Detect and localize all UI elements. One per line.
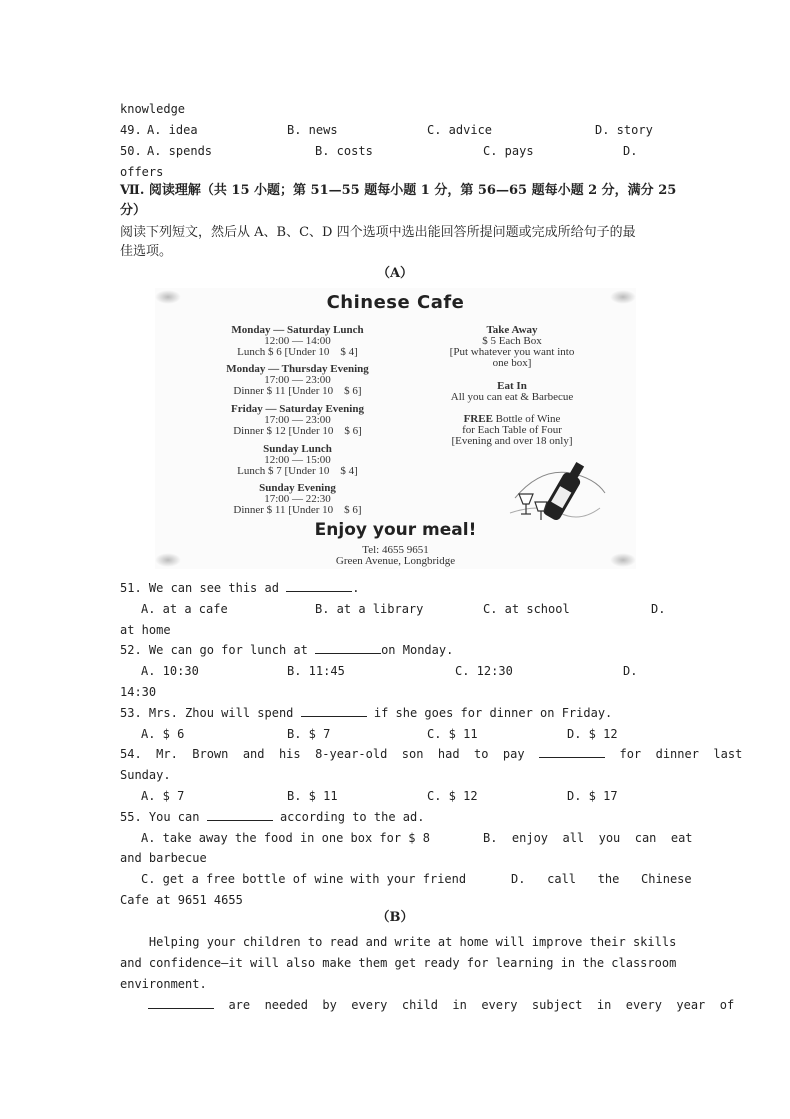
q51-option-c: C. at school — [483, 602, 570, 616]
passage-b-line-3: environment. — [120, 977, 207, 991]
ad-address: Green Avenue, Longbridge — [335, 555, 456, 567]
chinese-cafe-ad — [155, 288, 636, 569]
passage-b-line-4 — [148, 997, 734, 1013]
q50-option-d-text: offers — [120, 165, 164, 179]
q49-option-b: B. news — [287, 123, 338, 137]
q50-option-b: B. costs — [315, 144, 373, 158]
q55-stem — [120, 809, 424, 825]
q51-option-d: D. — [651, 602, 666, 616]
q52-option-c: C. 12:30 — [455, 664, 513, 678]
q50-number: 50. — [120, 144, 142, 158]
q51-option-d-text: at home — [120, 623, 171, 637]
q55-option-a: A. take away the food in one box for $ 8 — [141, 831, 430, 845]
ad-menu-4-price: Lunch $ 7 [Under 10 $ 4] — [237, 465, 358, 477]
ad-menu-4-head: Sunday Lunch — [263, 443, 332, 455]
ad-menu-2-time: 17:00 — 23:00 — [264, 374, 331, 386]
q54-option-c: C. $ 12 — [427, 789, 478, 803]
ad-menu-1-price: Lunch $ 6 [Under 10 $ 4] — [237, 346, 358, 358]
q49-option-d: D. story — [595, 123, 653, 137]
ad-telephone: Tel: 4655 9651 — [362, 544, 429, 556]
q52-option-b: B. 11:45 — [287, 664, 345, 678]
q50-option-c: C. pays — [483, 144, 534, 158]
ad-wine-free: FREE — [463, 413, 493, 425]
q51-stem-start: 51. We can see this ad — [120, 581, 279, 595]
ad-menu-3-price: Dinner $ 12 [Under 10 $ 6] — [233, 425, 362, 437]
q54-option-b: B. $ 11 — [287, 789, 338, 803]
q51-answer-blank[interactable] — [286, 580, 352, 592]
q52-option-a: A. 10:30 — [141, 664, 199, 678]
q51-stem — [120, 580, 359, 596]
q52-stem-start: 52. We can go for lunch at — [120, 643, 308, 657]
q49-number: 49. — [120, 123, 142, 137]
ad-takeaway-head: Take Away — [486, 324, 538, 336]
ad-takeaway-note-cont: one box] — [492, 357, 532, 369]
q53-stem-start: 53. Mrs. Zhou will spend — [120, 706, 294, 720]
q55-stem-end: according to the ad. — [279, 810, 425, 824]
ad-wine-bottle: Bottle of Wine — [495, 413, 561, 425]
ad-eatin-text: All you can eat & Barbecue — [450, 391, 574, 403]
ad-takeaway-note: [Put whatever you want into — [449, 346, 575, 358]
q53-option-d: D. $ 12 — [567, 727, 618, 741]
q55-option-d: D. call the Chinese — [511, 872, 692, 886]
passage-b-answer-blank[interactable] — [148, 997, 214, 1009]
q54-option-a: A. $ 7 — [141, 789, 185, 803]
ad-menu-3-time: 17:00 — 23:00 — [264, 414, 331, 426]
ad-menu-3-head: Friday — Saturday Evening — [231, 403, 364, 415]
passage-b-line-2: and confidence—it will also make them get ready for learning in the classroom — [120, 956, 677, 970]
section-heading-cont: 分） — [120, 203, 147, 218]
q55-option-d-text: Cafe at 9651 4655 — [120, 893, 243, 907]
q52-option-d-text: 14:30 — [120, 685, 157, 699]
q52-option-d: D. — [623, 664, 638, 678]
q55-option-c: C. get a free bottle of wine with your friend — [141, 872, 467, 886]
instructions-cont: 佳选项。 — [120, 244, 173, 259]
wine-bottle-icon — [505, 458, 615, 528]
q52-stem — [120, 642, 453, 658]
q55-answer-blank[interactable] — [207, 809, 273, 821]
passage-b-line-1: Helping your children to read and write at home will improve their skills — [120, 935, 677, 949]
ad-menu-1-time: 12:00 — 14:00 — [264, 335, 331, 347]
section-heading: Ⅶ. 阅读理解（共 15 小题；第 51—55 题每小题 1 分，第 56—65 题每小题 2 分，满分 25 — [120, 183, 677, 198]
ad-eatin-head: Eat In — [497, 380, 527, 392]
q53-option-b: B. $ 7 — [287, 727, 331, 741]
q54-answer-blank[interactable] — [539, 746, 605, 758]
q54-stem-cont: Sunday. — [120, 768, 171, 782]
passage-b-line-4-text: are needed by every child in every subject in every year of — [228, 998, 735, 1012]
ad-wine-line3: [Evening and over 18 only] — [451, 435, 573, 447]
q50-option-d: D. — [623, 144, 638, 158]
ad-enjoy-slogan: Enjoy your meal! — [314, 520, 477, 540]
q52-stem-end: on Monday. — [381, 643, 454, 657]
q49-option-c: C. advice — [427, 123, 493, 137]
ad-menu-2-head: Monday — Thursday Evening — [226, 363, 369, 375]
q55-stem-start: 55. You can — [120, 810, 200, 824]
q51-option-a: A. at a cafe — [141, 602, 228, 616]
q50-option-a: A. spends — [147, 144, 213, 158]
passage-b-label: （B） — [376, 910, 414, 925]
passage-a-label: （A） — [376, 266, 414, 281]
q54-option-d: D. $ 17 — [567, 789, 618, 803]
ad-title: Chinese Cafe — [326, 292, 465, 313]
q54-stem — [120, 746, 742, 762]
ad-menu-4-time: 12:00 — 15:00 — [264, 454, 331, 466]
q51-stem-end: . — [352, 581, 360, 595]
q53-stem — [120, 705, 612, 721]
ad-menu-5-price: Dinner $ 11 [Under 10 $ 6] — [233, 504, 362, 516]
q51-option-b: B. at a library — [315, 602, 424, 616]
ad-menu-2-price: Dinner $ 11 [Under 10 $ 6] — [233, 385, 362, 397]
q52-answer-blank[interactable] — [315, 642, 381, 654]
q53-answer-blank[interactable] — [301, 705, 367, 717]
q49-option-a: A. idea — [147, 123, 198, 137]
q55-option-b: B. enjoy all you can eat — [483, 831, 693, 845]
q53-option-a: A. $ 6 — [141, 727, 185, 741]
q53-option-c: C. $ 11 — [427, 727, 478, 741]
q53-stem-end: if she goes for dinner on Friday. — [373, 706, 613, 720]
q54-stem-start: 54. Mr. Brown and his 8-year-old son had to pay — [120, 747, 525, 761]
q55-option-b-text: and barbecue — [120, 851, 207, 865]
ad-takeaway-price: $ 5 Each Box — [482, 335, 542, 347]
ad-menu-5-head: Sunday Evening — [259, 482, 336, 494]
instructions: 阅读下列短文，然后从 A、B、C、D 四个选项中选出能回答所提问题或完成所给句子的最 — [120, 225, 636, 240]
ad-wine-line2: for Each Table of Four — [462, 424, 562, 436]
ad-menu-5-time: 17:00 — 22:30 — [264, 493, 331, 505]
q54-stem-end: for dinner last — [619, 747, 743, 761]
ad-menu-1-head: Monday — Saturday Lunch — [231, 324, 364, 336]
line-knowledge: knowledge — [120, 102, 186, 116]
